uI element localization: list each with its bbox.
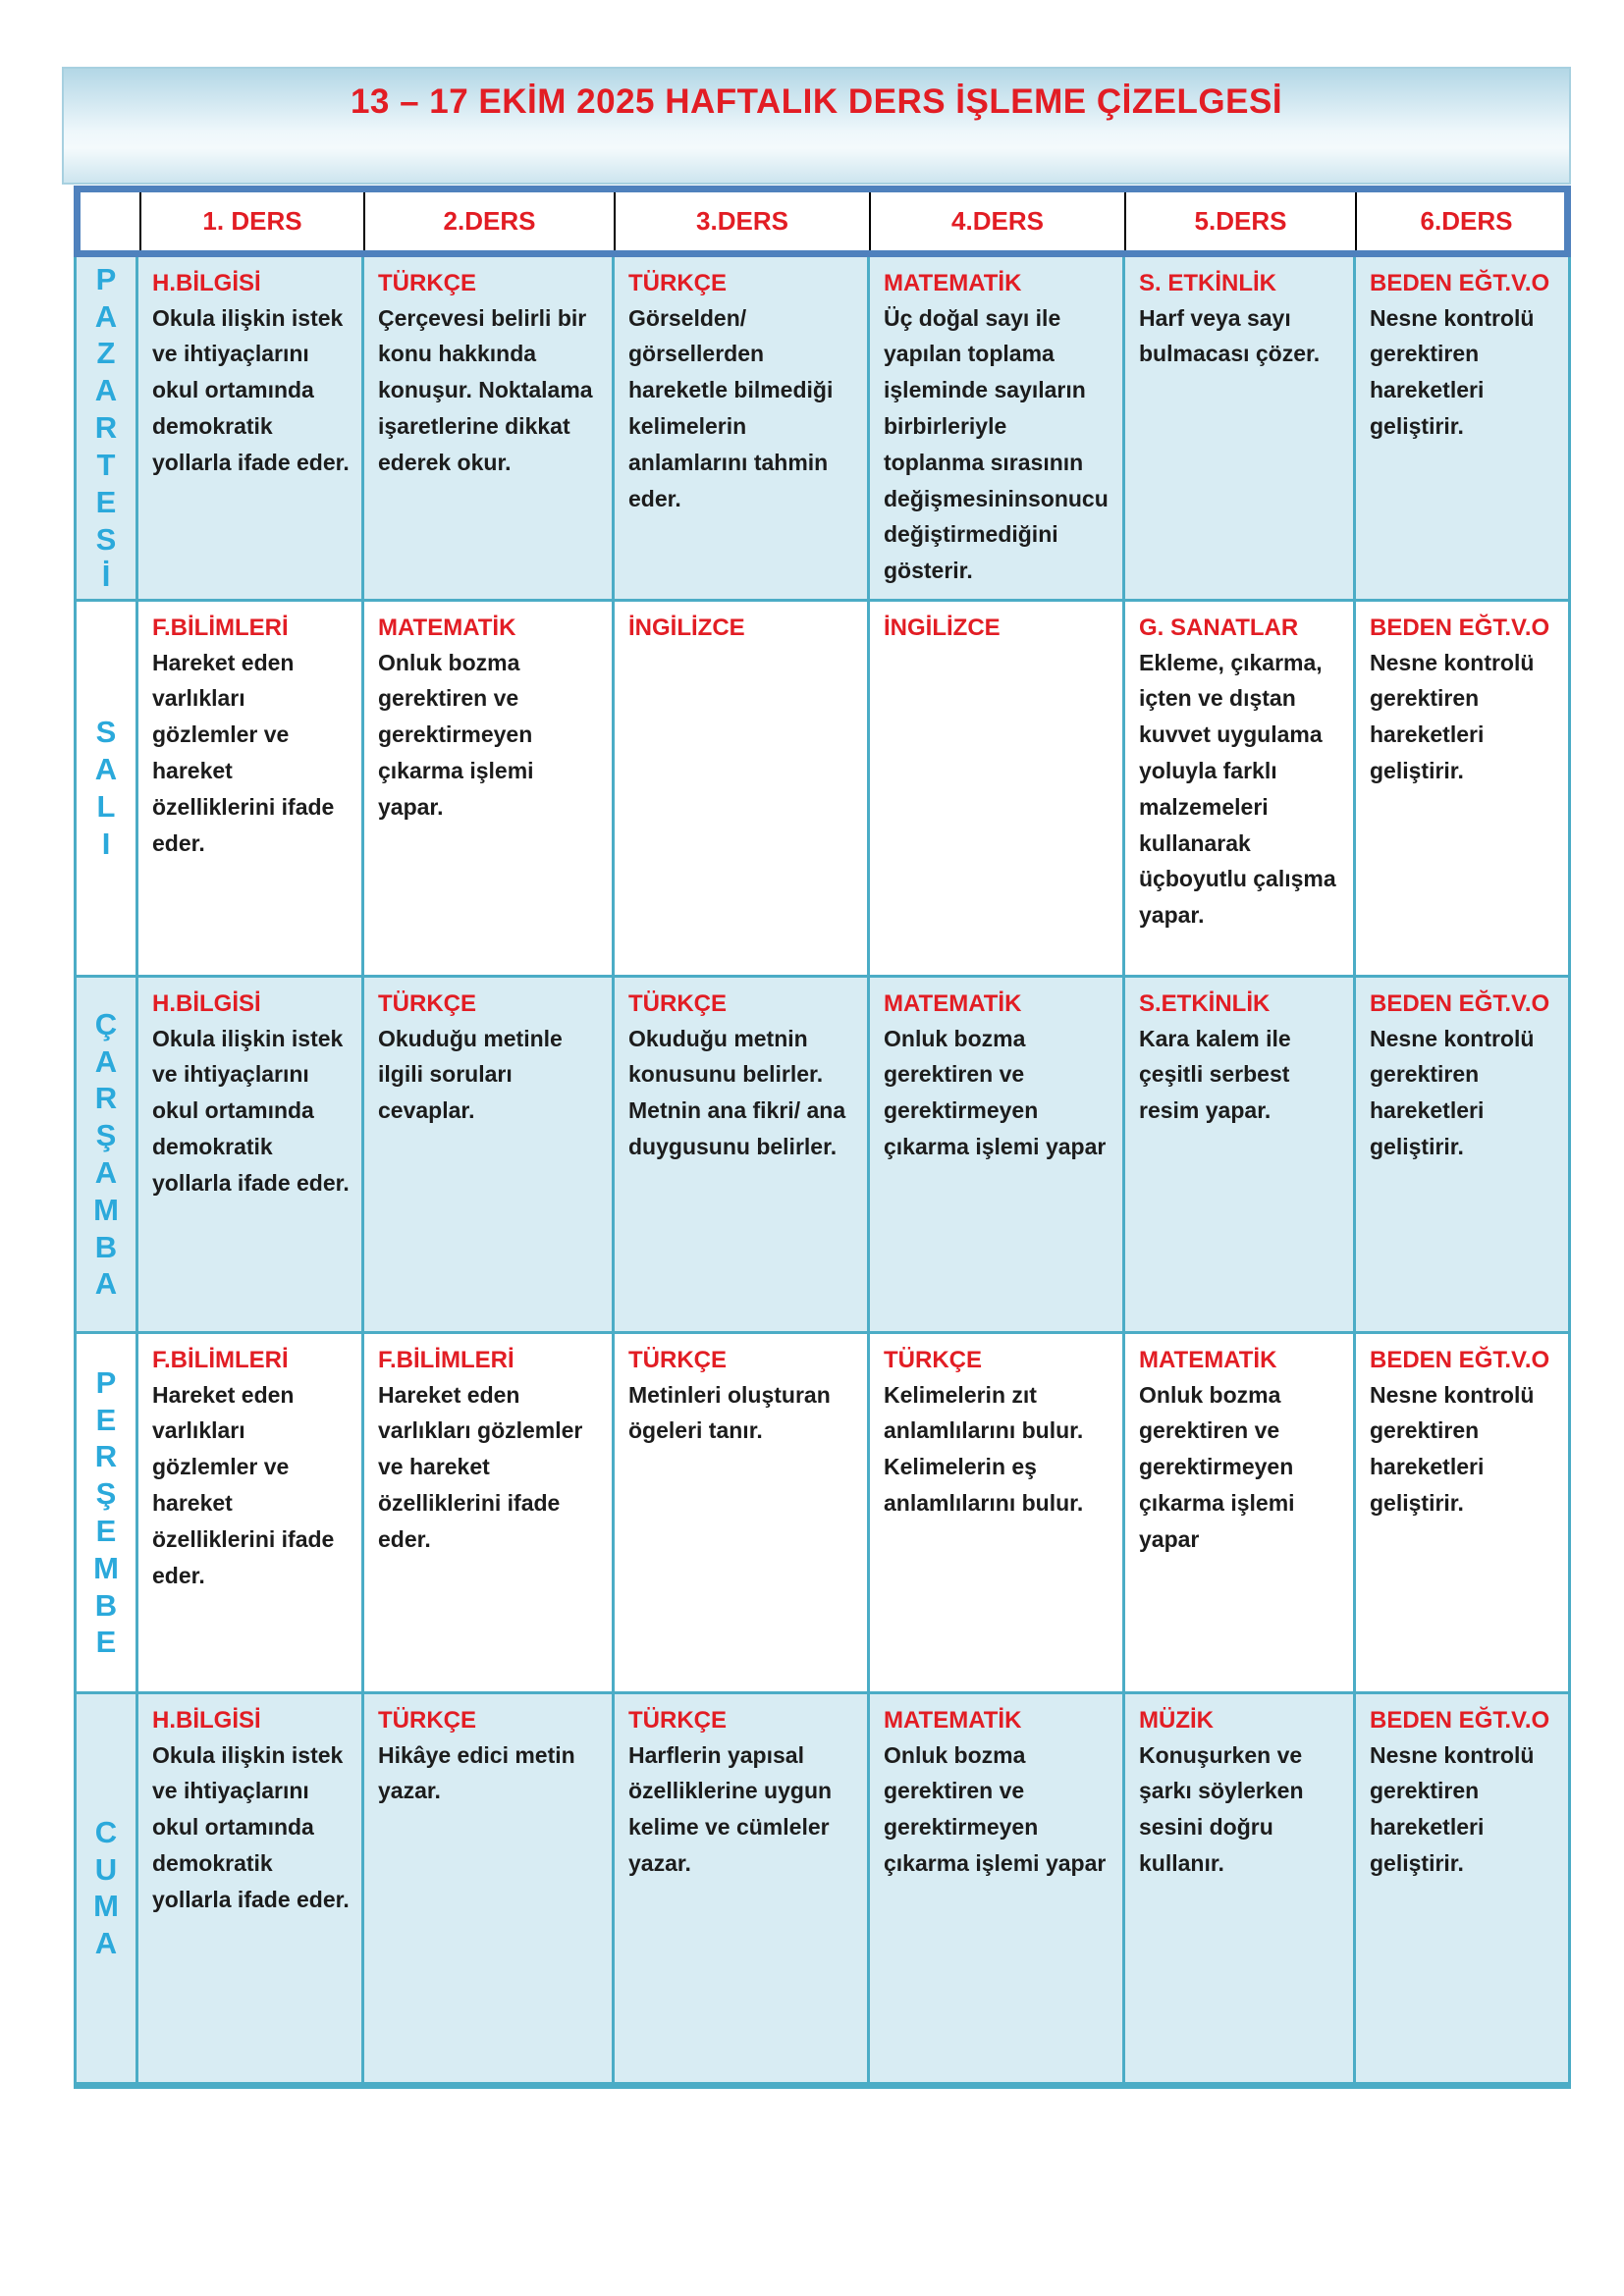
lesson-text: Harf veya sayı bulmacası çözer.: [1139, 304, 1321, 367]
cell-sali-1: [135, 602, 361, 975]
lesson-subject: F.BİLİMLERİ: [378, 1346, 514, 1373]
lesson-text: Onluk bozma gerektiren ve gerektirmeyen çıkarma işlemi yapar: [884, 1741, 1107, 1876]
lesson-subject: TÜRKÇE: [884, 1346, 982, 1373]
cell-persembe-1: [135, 1334, 361, 1691]
lesson-text: Okula ilişkin istek ve ihtiyaçlarını okul ortamında demokratik yollarla ifade eder.: [152, 1025, 350, 1196]
cell-cuma-6: [1353, 1694, 1574, 2082]
row-carsamba: [77, 978, 1568, 1334]
schedule-table: [74, 257, 1571, 2089]
lesson-subject: BEDEN EĞT.V.O: [1370, 270, 1550, 296]
header-lesson-6: 6.DERS: [1355, 192, 1576, 250]
lesson-subject: BEDEN EĞT.V.O: [1370, 1706, 1550, 1734]
cell-cuma-5: [1122, 1694, 1353, 2082]
lesson-text: Kelimelerin zıt anlamlılarını bulur. Kelimelerin eş anlamlılarını bulur.: [884, 1381, 1084, 1516]
title-banner: [62, 67, 1571, 185]
day-label-persembe: P E R Ş E M B E: [93, 1364, 119, 1660]
lesson-text: Harflerin yapısal özelliklerine uygun kelime ve cümleler yazar.: [628, 1741, 833, 1876]
lesson-subject: TÜRKÇE: [628, 1706, 727, 1734]
cell-carsamba-2: [361, 978, 612, 1331]
lesson-subject: MATEMATİK: [884, 1706, 1022, 1734]
lesson-text: Okuduğu metnin konusunu belirler. Metnin ana fikri/ ana duygusunu belirler.: [628, 1025, 846, 1159]
lesson-text: Çerçevesi belirli bir konu hakkında konuşur. Noktalama işaretlerine dikkat ederek okur.: [378, 304, 593, 475]
lesson-text: Okuduğu metinle ilgili soruları cevaplar.: [378, 1025, 563, 1124]
row-sali: [77, 602, 1568, 978]
cell-cuma-1: [135, 1694, 361, 2082]
cell-pazartesi-3: [612, 257, 867, 599]
cell-persembe-6: [1353, 1334, 1574, 1691]
cell-carsamba-6: [1353, 978, 1574, 1331]
header-lesson-2: 2.DERS: [363, 192, 614, 250]
lesson-subject: F.BİLİMLERİ: [152, 1346, 289, 1373]
cell-sali-3: [612, 602, 867, 975]
cell-sali-5: [1122, 602, 1353, 975]
cell-persembe-2: [361, 1334, 612, 1691]
cell-cuma-2: [361, 1694, 612, 2082]
header-lesson-3: 3.DERS: [614, 192, 869, 250]
cell-sali-2: [361, 602, 612, 975]
lesson-subject: H.BİLGİSİ: [152, 1706, 261, 1734]
lesson-subject: TÜRKÇE: [378, 1706, 476, 1734]
cell-carsamba-4: [867, 978, 1122, 1331]
page-title: 13 – 17 EKİM 2025 HAFTALIK DERS İŞLEME ÇİZELGESİ: [350, 82, 1283, 121]
lesson-text: Ekleme, çıkarma, içten ve dıştan kuvvet uygulama yoluyla farklı malzemeleri kullanarak üçboyutlu çalışma yapar.: [1139, 649, 1336, 929]
header-day-spacer: [81, 192, 139, 250]
lesson-text: Hareket eden varlıkları gözlemler ve hareket özelliklerini ifade eder.: [378, 1381, 583, 1552]
lesson-header-row: [74, 186, 1571, 257]
cell-cuma-4: [867, 1694, 1122, 2082]
row-cuma: [77, 1694, 1568, 2082]
cell-cuma-3: [612, 1694, 867, 2082]
cell-sali-6: [1353, 602, 1574, 975]
lesson-text: Nesne kontrolü gerektiren hareketleri geliştirir.: [1370, 1741, 1535, 1876]
day-label-carsamba: Ç A R Ş A M B A: [93, 1006, 119, 1302]
cell-persembe-4: [867, 1334, 1122, 1691]
lesson-subject: BEDEN EĞT.V.O: [1370, 1346, 1550, 1373]
lesson-text: Nesne kontrolü gerektiren hareketleri geliştirir.: [1370, 1381, 1535, 1516]
cell-pazartesi-2: [361, 257, 612, 599]
lesson-text: Okula ilişkin istek ve ihtiyaçlarını okul ortamında demokratik yollarla ifade eder.: [152, 1741, 350, 1912]
lesson-text: Nesne kontrolü gerektiren hareketleri geliştirir.: [1370, 1025, 1535, 1159]
lesson-text: Onluk bozma gerektiren ve gerektirmeyen çıkarma işlemi yapar.: [378, 649, 534, 820]
cell-persembe-3: [612, 1334, 867, 1691]
lesson-subject: İNGİLİZCE: [628, 614, 745, 641]
lesson-text: Görselden/ görsellerden hareketle bilmediği kelimelerin anlamlarını tahmin eder.: [628, 304, 834, 511]
lesson-subject: İNGİLİZCE: [884, 614, 1001, 641]
lesson-subject: G. SANATLAR: [1139, 614, 1299, 641]
lesson-subject: MATEMATİK: [378, 614, 516, 641]
cell-pazartesi-5: [1122, 257, 1353, 599]
day-label-pazartesi: P A Z A R T E S İ: [94, 261, 118, 594]
lesson-subject: MÜZİK: [1139, 1706, 1214, 1734]
cell-sali-4: [867, 602, 1122, 975]
header-lesson-5: 5.DERS: [1124, 192, 1355, 250]
lesson-text: Hareket eden varlıkları gözlemler ve hareket özelliklerini ifade eder.: [152, 649, 335, 856]
lesson-subject: F.BİLİMLERİ: [152, 614, 289, 641]
lesson-subject: TÜRKÇE: [628, 989, 727, 1017]
cell-carsamba-5: [1122, 978, 1353, 1331]
lesson-subject: TÜRKÇE: [628, 270, 727, 296]
lesson-text: Okula ilişkin istek ve ihtiyaçlarını okul ortamında demokratik yollarla ifade eder.: [152, 304, 350, 475]
lesson-text: Konuşurken ve şarkı söylerken sesini doğru kullanır.: [1139, 1741, 1304, 1876]
lesson-text: Kara kalem ile çeşitli serbest resim yapar.: [1139, 1025, 1291, 1124]
lesson-text: Hareket eden varlıkları gözlemler ve hareket özelliklerini ifade eder.: [152, 1381, 335, 1588]
lesson-subject: TÜRKÇE: [628, 1346, 727, 1373]
lesson-subject: S.ETKİNLİK: [1139, 989, 1271, 1017]
lesson-subject: MATEMATİK: [884, 989, 1022, 1017]
lesson-subject: H.BİLGİSİ: [152, 989, 261, 1017]
day-label-sali: S A L I: [94, 715, 118, 861]
cell-pazartesi-1: [135, 257, 361, 599]
cell-pazartesi-6: [1353, 257, 1574, 599]
lesson-subject: TÜRKÇE: [378, 270, 476, 296]
lesson-subject: MATEMATİK: [1139, 1346, 1277, 1373]
header-lesson-4: 4.DERS: [869, 192, 1124, 250]
lesson-text: Hikâye edici metin yazar.: [378, 1741, 575, 1804]
row-persembe: [77, 1334, 1568, 1694]
day-label-cuma: C U M A: [93, 1814, 119, 1961]
cell-persembe-5: [1122, 1334, 1353, 1691]
lesson-subject: MATEMATİK: [884, 270, 1022, 296]
row-pazartesi: [77, 257, 1568, 602]
lesson-text: Nesne kontrolü gerektiren hareketleri geliştirir.: [1370, 304, 1535, 439]
lesson-text: Onluk bozma gerektiren ve gerektirmeyen çıkarma işlemi yapar: [884, 1025, 1107, 1159]
lesson-subject: BEDEN EĞT.V.O: [1370, 989, 1550, 1017]
cell-carsamba-1: [135, 978, 361, 1331]
cell-carsamba-3: [612, 978, 867, 1331]
cell-pazartesi-4: [867, 257, 1122, 599]
lesson-text: Nesne kontrolü gerektiren hareketleri geliştirir.: [1370, 649, 1535, 783]
lesson-text: Metinleri oluşturan ögeleri tanır.: [628, 1381, 831, 1444]
lesson-subject: H.BİLGİSİ: [152, 270, 261, 296]
lesson-subject: BEDEN EĞT.V.O: [1370, 614, 1550, 641]
lesson-subject: TÜRKÇE: [378, 989, 476, 1017]
lesson-subject: S. ETKİNLİK: [1139, 270, 1277, 296]
lesson-text: Onluk bozma gerektiren ve gerektirmeyen çıkarma işlemi yapar: [1139, 1381, 1295, 1552]
lesson-text: Üç doğal sayı ile yapılan toplama işleminde sayıların birbirleriyle toplanma sırasının değişmesininsonucu değiştirmediğini gösterir.: [884, 304, 1109, 584]
header-lesson-1: 1. DERS: [139, 192, 363, 250]
